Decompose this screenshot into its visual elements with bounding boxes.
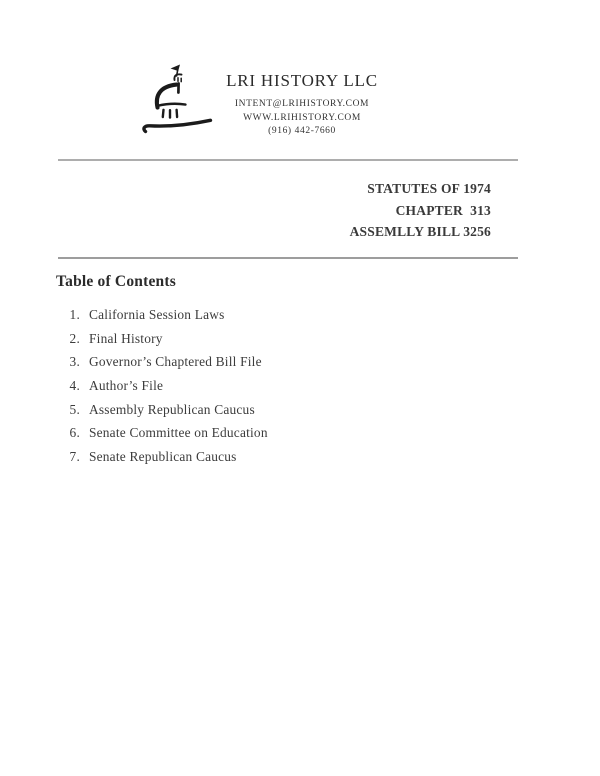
- toc-title: Table of Contents: [56, 273, 176, 290]
- chapter-line: CHAPTER 313: [395, 202, 491, 218]
- toc-item-label: Author’s File: [89, 377, 164, 393]
- bill-reference-block: [350, 178, 491, 243]
- toc-item-label: Final History: [89, 330, 163, 346]
- toc-item-label: California Session Laws: [89, 306, 225, 322]
- assembly-bill-line: ASSEMLLY BILL 3256: [349, 224, 491, 239]
- toc-item-label: Senate Republican Caucus: [89, 448, 237, 464]
- divider-bottom: [58, 257, 518, 259]
- statutes-line: STATUTES OF 1974: [367, 181, 491, 196]
- toc-item: [46, 350, 268, 374]
- letterhead-contact-block: [182, 70, 422, 139]
- toc-item: [46, 303, 268, 327]
- phone-text: (916) 442-7660: [268, 126, 336, 136]
- divider-top: [58, 159, 518, 161]
- email-text: INTENT@LRIHISTORY.COM: [234, 99, 370, 109]
- toc-item: [46, 398, 268, 422]
- toc-item-number: 2.: [69, 330, 80, 346]
- toc-list: [46, 303, 268, 469]
- toc-item-number: 3.: [69, 354, 80, 370]
- toc-item: [46, 374, 268, 398]
- toc-item: [46, 327, 268, 351]
- toc-item-number: 7.: [69, 448, 80, 464]
- website-text: WWW.LRIHISTORY.COM: [243, 112, 361, 123]
- toc-item-number: 1.: [69, 306, 80, 322]
- toc-item-label: Senate Committee on Education: [89, 425, 268, 441]
- toc-item: [46, 421, 268, 445]
- toc-item-number: 6.: [69, 425, 80, 441]
- toc-item: [46, 445, 268, 469]
- company-name: LRI HISTORY LLC: [226, 71, 378, 90]
- toc-item-number: 5.: [69, 401, 80, 417]
- toc-item-number: 4.: [69, 377, 80, 393]
- toc-item-label: Governor’s Chaptered Bill File: [89, 354, 262, 370]
- toc-item-label: Assembly Republican Caucus: [89, 401, 255, 417]
